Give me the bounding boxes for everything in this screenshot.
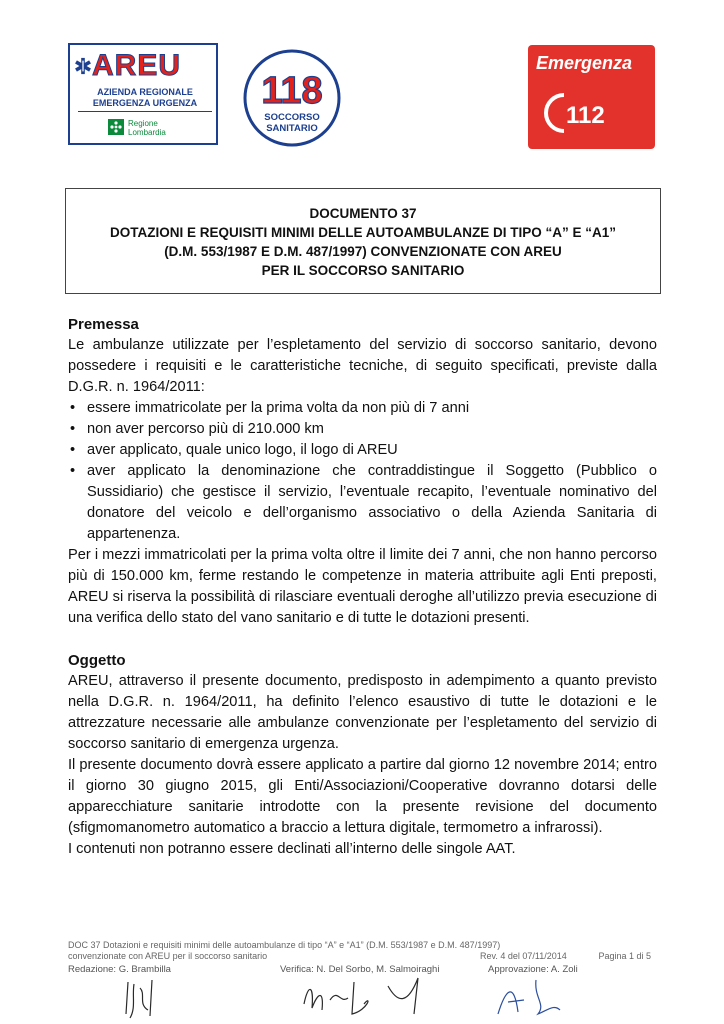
list-item: • non aver percorso più di 210.000 km	[68, 419, 657, 440]
approvazione-label: Approvazione: A. Zoli	[488, 964, 578, 975]
verifica-label: Verifica: N. Del Sorbo, M. Salmoiraghi	[280, 964, 440, 975]
footer-doc-line-1: DOC 37 Dotazioni e requisiti minimi delle autoambulanze di tipo “A” e “A1” (D.M. 553/1987 e D.M. 487/1997)	[68, 940, 501, 950]
oggetto-paragraph-1: AREU, attraverso il presente documento, predisposto in adempimento a quanto previsto nella D.G.R. n. 1964/2011, ha definito l’elenco esaustivo di tutte le dotazioni e le attrezzature necessarie alle ambulanze convenzionate per l’espletamento del servizio di soccorso sanitario di emergenza urgenza.	[68, 673, 657, 752]
areu-logo	[68, 43, 218, 145]
oggetto-heading: Oggetto	[68, 652, 126, 669]
page-footer	[68, 940, 657, 962]
soccorso-line-2: SANITARIO	[266, 123, 318, 134]
soccorso-line-1: SOCCORSO	[264, 112, 320, 123]
document-title-box	[65, 188, 661, 294]
areu-line-2: EMERGENZA URGENZA	[92, 98, 198, 108]
signature-redazione	[126, 980, 152, 1018]
requirements-list	[68, 398, 657, 545]
soccorso-number: 118	[261, 70, 323, 112]
footer-revision: Rev. 4 del 07/11/2014	[480, 951, 567, 961]
emergenza-wordmark: Emergenza	[536, 53, 633, 73]
list-item: • aver applicato, quale unico logo, il logo di AREU	[68, 440, 657, 461]
regione-lombardia-icon	[108, 119, 124, 135]
redazione-label: Redazione: G. Brambilla	[68, 964, 171, 975]
region-label-2: Lombardia	[128, 128, 166, 137]
areu-divider	[78, 111, 212, 112]
list-item: • essere immatricolate per la prima volta da non più di 7 anni	[68, 398, 657, 419]
footer-doc-line-2: convenzionate con AREU per il soccorso sanitario	[68, 951, 268, 961]
premessa-intro: Le ambulanze utilizzate per l’espletamento del servizio di soccorso sanitario, devono possedere i requisiti e le caratteristiche tecniche, di seguito specificati, previste dalla D.G.R. n. 1964/2011:	[68, 337, 657, 395]
handwritten-signatures	[68, 974, 668, 1022]
areu-line-1: AZIENDA REGIONALE	[97, 87, 193, 97]
signature-approvazione	[498, 980, 560, 1014]
footer-page-number: Pagina 1 di 5	[598, 951, 651, 961]
title-line-1: DOCUMENTO 37	[309, 206, 417, 221]
list-item: • aver applicato la denominazione che contraddistingue il Soggetto (Pubblico o Sussidiario) che gestisce il servizio, l’eventuale recapito, l’eventuale nominativo del donatore del veicolo e dell’organismo associativo o della Azienda Sanitaria di appartenenza.	[68, 461, 657, 545]
oggetto-paragraph-2: Il presente documento dovrà essere applicato a partire dal giorno 12 novembre 2014; entro il giorno 30 giugno 2015, gli Enti/Associazioni/Cooperative dovranno dotarsi delle apparecchiature sanitarie introdotte con la presente revisione del documento (sfigmomanometro automatico a braccio a lettura digitale, termometro a infrarossi).	[68, 757, 657, 836]
title-line-2: DOTAZIONI E REQUISITI MINIMI DELLE AUTOAMBULANZE DI TIPO “A” E “A1”	[109, 225, 616, 240]
oggetto-paragraph-3: I contenuti non potranno essere declinati all’interno delle singole AAT.	[68, 841, 516, 857]
signature-verifica	[304, 978, 418, 1014]
areu-wordmark: AREU	[92, 49, 182, 82]
premessa-after: Per i mezzi immatricolati per la prima volta oltre il limite dei 7 anni, che non hanno percorso più di 150.000 km, ferme restando le competenze in materia attribuite agli Enti preposti, AREU si riserva la possibilità di rilasciare eventuali deroghe all’utilizzo previa esecuzione di una verifica dello stato del vano sanitario e di tutte le dotazioni presenti.	[68, 547, 657, 626]
region-label-1: Regione	[128, 119, 158, 128]
title-line-3: (D.M. 553/1987 E D.M. 487/1997) CONVENZIONATE CON AREU	[164, 244, 562, 259]
title-line-4: PER IL SOCCORSO SANITARIO	[261, 263, 465, 278]
document-body	[68, 314, 657, 860]
emergenza-112-logo	[528, 45, 655, 149]
premessa-heading: Premessa	[68, 316, 139, 333]
emergenza-number: 112	[566, 102, 605, 129]
star-of-life-icon	[74, 57, 92, 75]
soccorso-118-logo	[243, 43, 341, 153]
